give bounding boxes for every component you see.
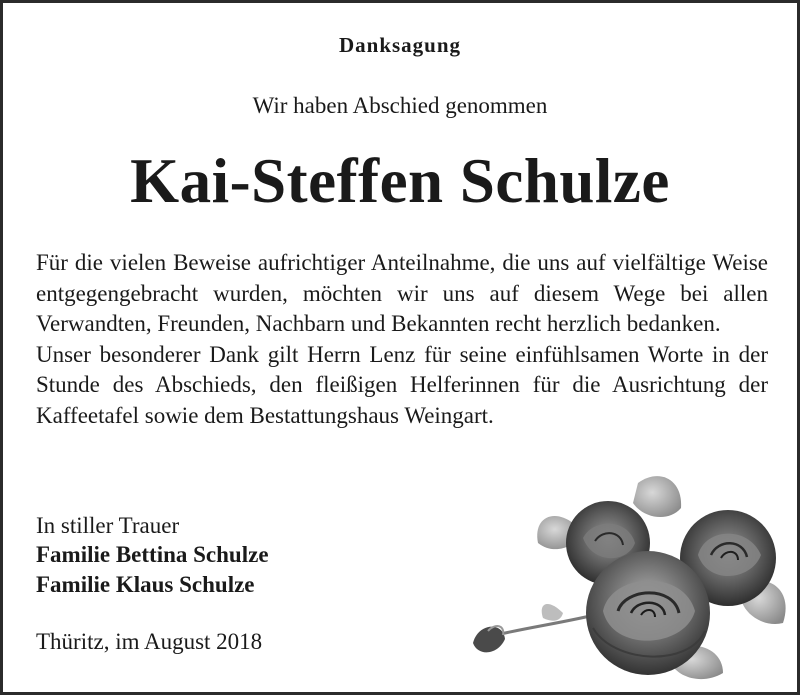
notice-intro: Wir haben Abschied genommen <box>252 93 548 118</box>
deceased-name: Kai-Steffen Schulze <box>130 146 670 216</box>
special-thanks-paragraph: Unser besonderer Dank gilt Herrn Lenz für seine einfühlsamen Worte in der Stunde des Abschieds, den fleißigen Helferinnen für die Ausrichtung der Kaffeetafel sowie dem Bestattungshaus Weingart. <box>36 341 768 428</box>
family-signature: Familie Bettina Schulze <box>36 542 269 567</box>
mourning-line: In stiller Trauer <box>36 513 180 538</box>
family-signature: Familie Klaus Schulze <box>36 572 255 597</box>
roses-icon <box>443 463 797 692</box>
notice-heading: Danksagung <box>338 33 462 57</box>
place-and-date: Thüritz, im August 2018 <box>36 629 263 654</box>
thank-you-paragraph: Für die vielen Beweise aufrichtiger Anteilnahme, die uns auf vielfältige Weise entgegengebracht wurden, möchten wir uns auf diesem Wege bei allen Verwandten, Freunden, Nachbarn und Bekannten recht herzlich bedanken. <box>36 250 768 336</box>
thank-you-text <box>36 248 768 431</box>
